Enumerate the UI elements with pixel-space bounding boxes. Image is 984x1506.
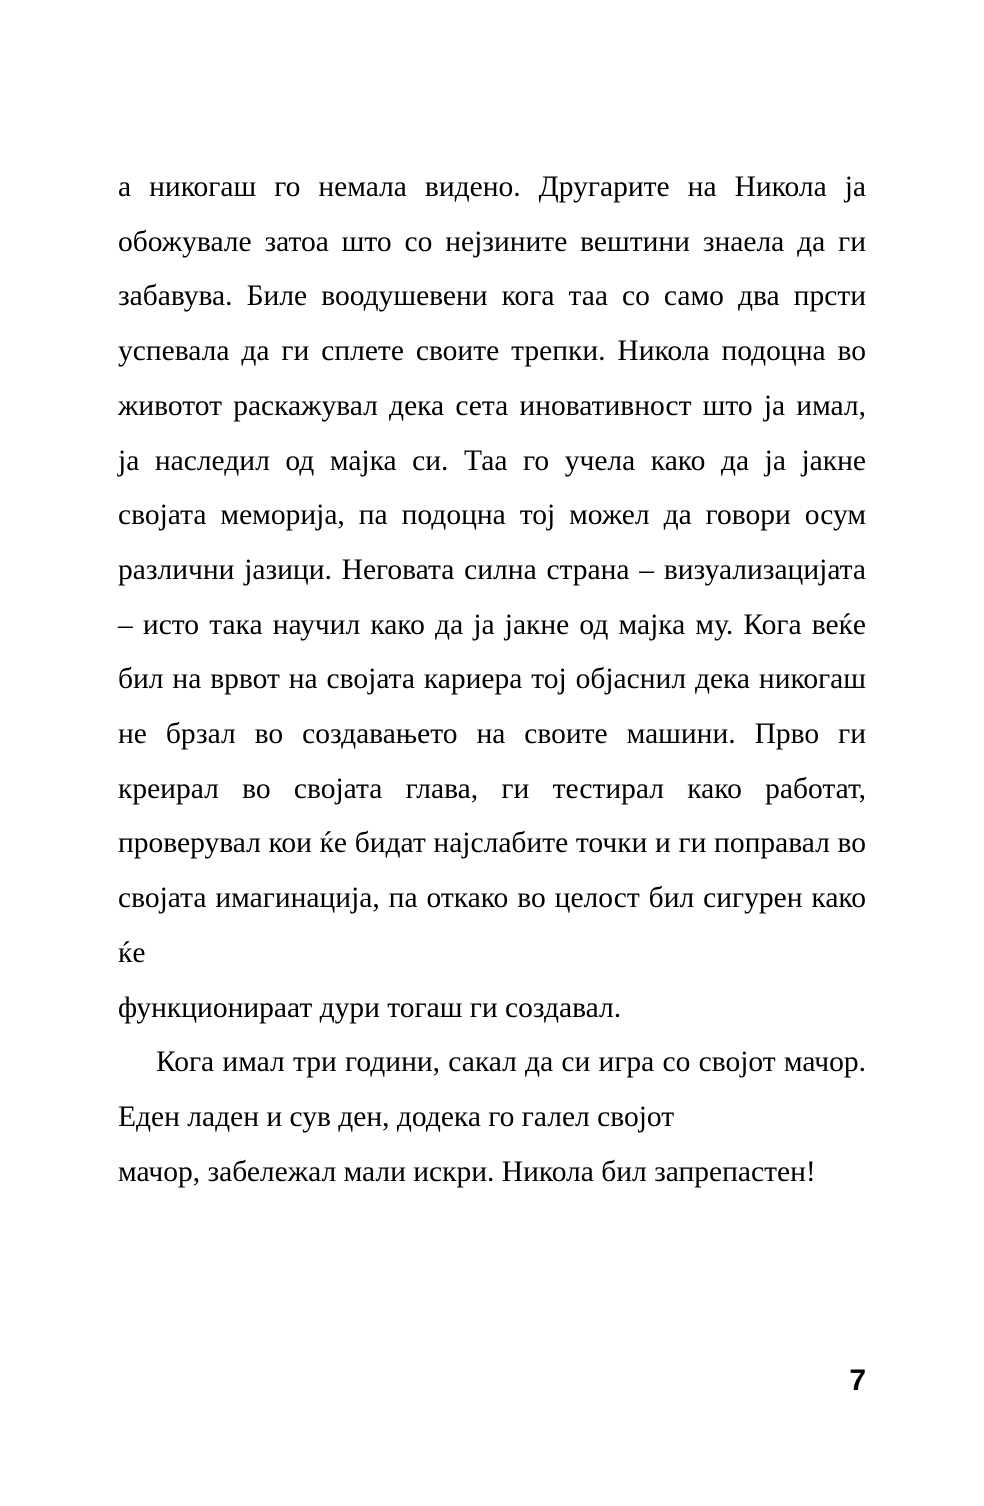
page-number-value: 7 <box>849 1364 866 1397</box>
paragraph-1-text: а никогаш го немала видено. Другарите на Никола ја обожувале затоа што со нејзините вештини знаела да ги забавува. Биле воодушевени кога таа со само два прсти успевала да ги сплете своите трепки. Никола подоцна во животот раскажувал дека сета иновативност што ја имал, ја наследил од мајка си. Таа го учела како да ја јакне својата меморија, па подоцна тој можел да говори осум различни јазици. Неговата силна страна – визуализацијата – исто така научил како да ја јакне од мајка му. Кога веќе бил на врвот на својата кариера тој објаснил дека никогаш не брзал во создавањето на своите машини. Прво ги креирал во својата глава, ги тестирал како работат, проверувал кои ќе бидат најслабите точки и ги поправал во својата имагинација, па откако во целост бил сигурен како ќе <box>118 171 866 969</box>
paragraph-1-last-line: функционираат дури тогаш ги создавал. <box>118 991 622 1024</box>
page-text-block <box>118 160 866 1199</box>
body-paragraph-1 <box>118 160 866 1035</box>
paragraph-2-last-line: мачор, забележал мали искри. Никола бил запрепастен! <box>118 1155 816 1188</box>
body-paragraph-2 <box>118 1035 866 1199</box>
page-number <box>0 1365 866 1397</box>
paragraph-2-text: Кога имал три години, сакал да си игра со својот мачор. Еден ладен и сув ден, додека го галел својот <box>118 1046 866 1133</box>
